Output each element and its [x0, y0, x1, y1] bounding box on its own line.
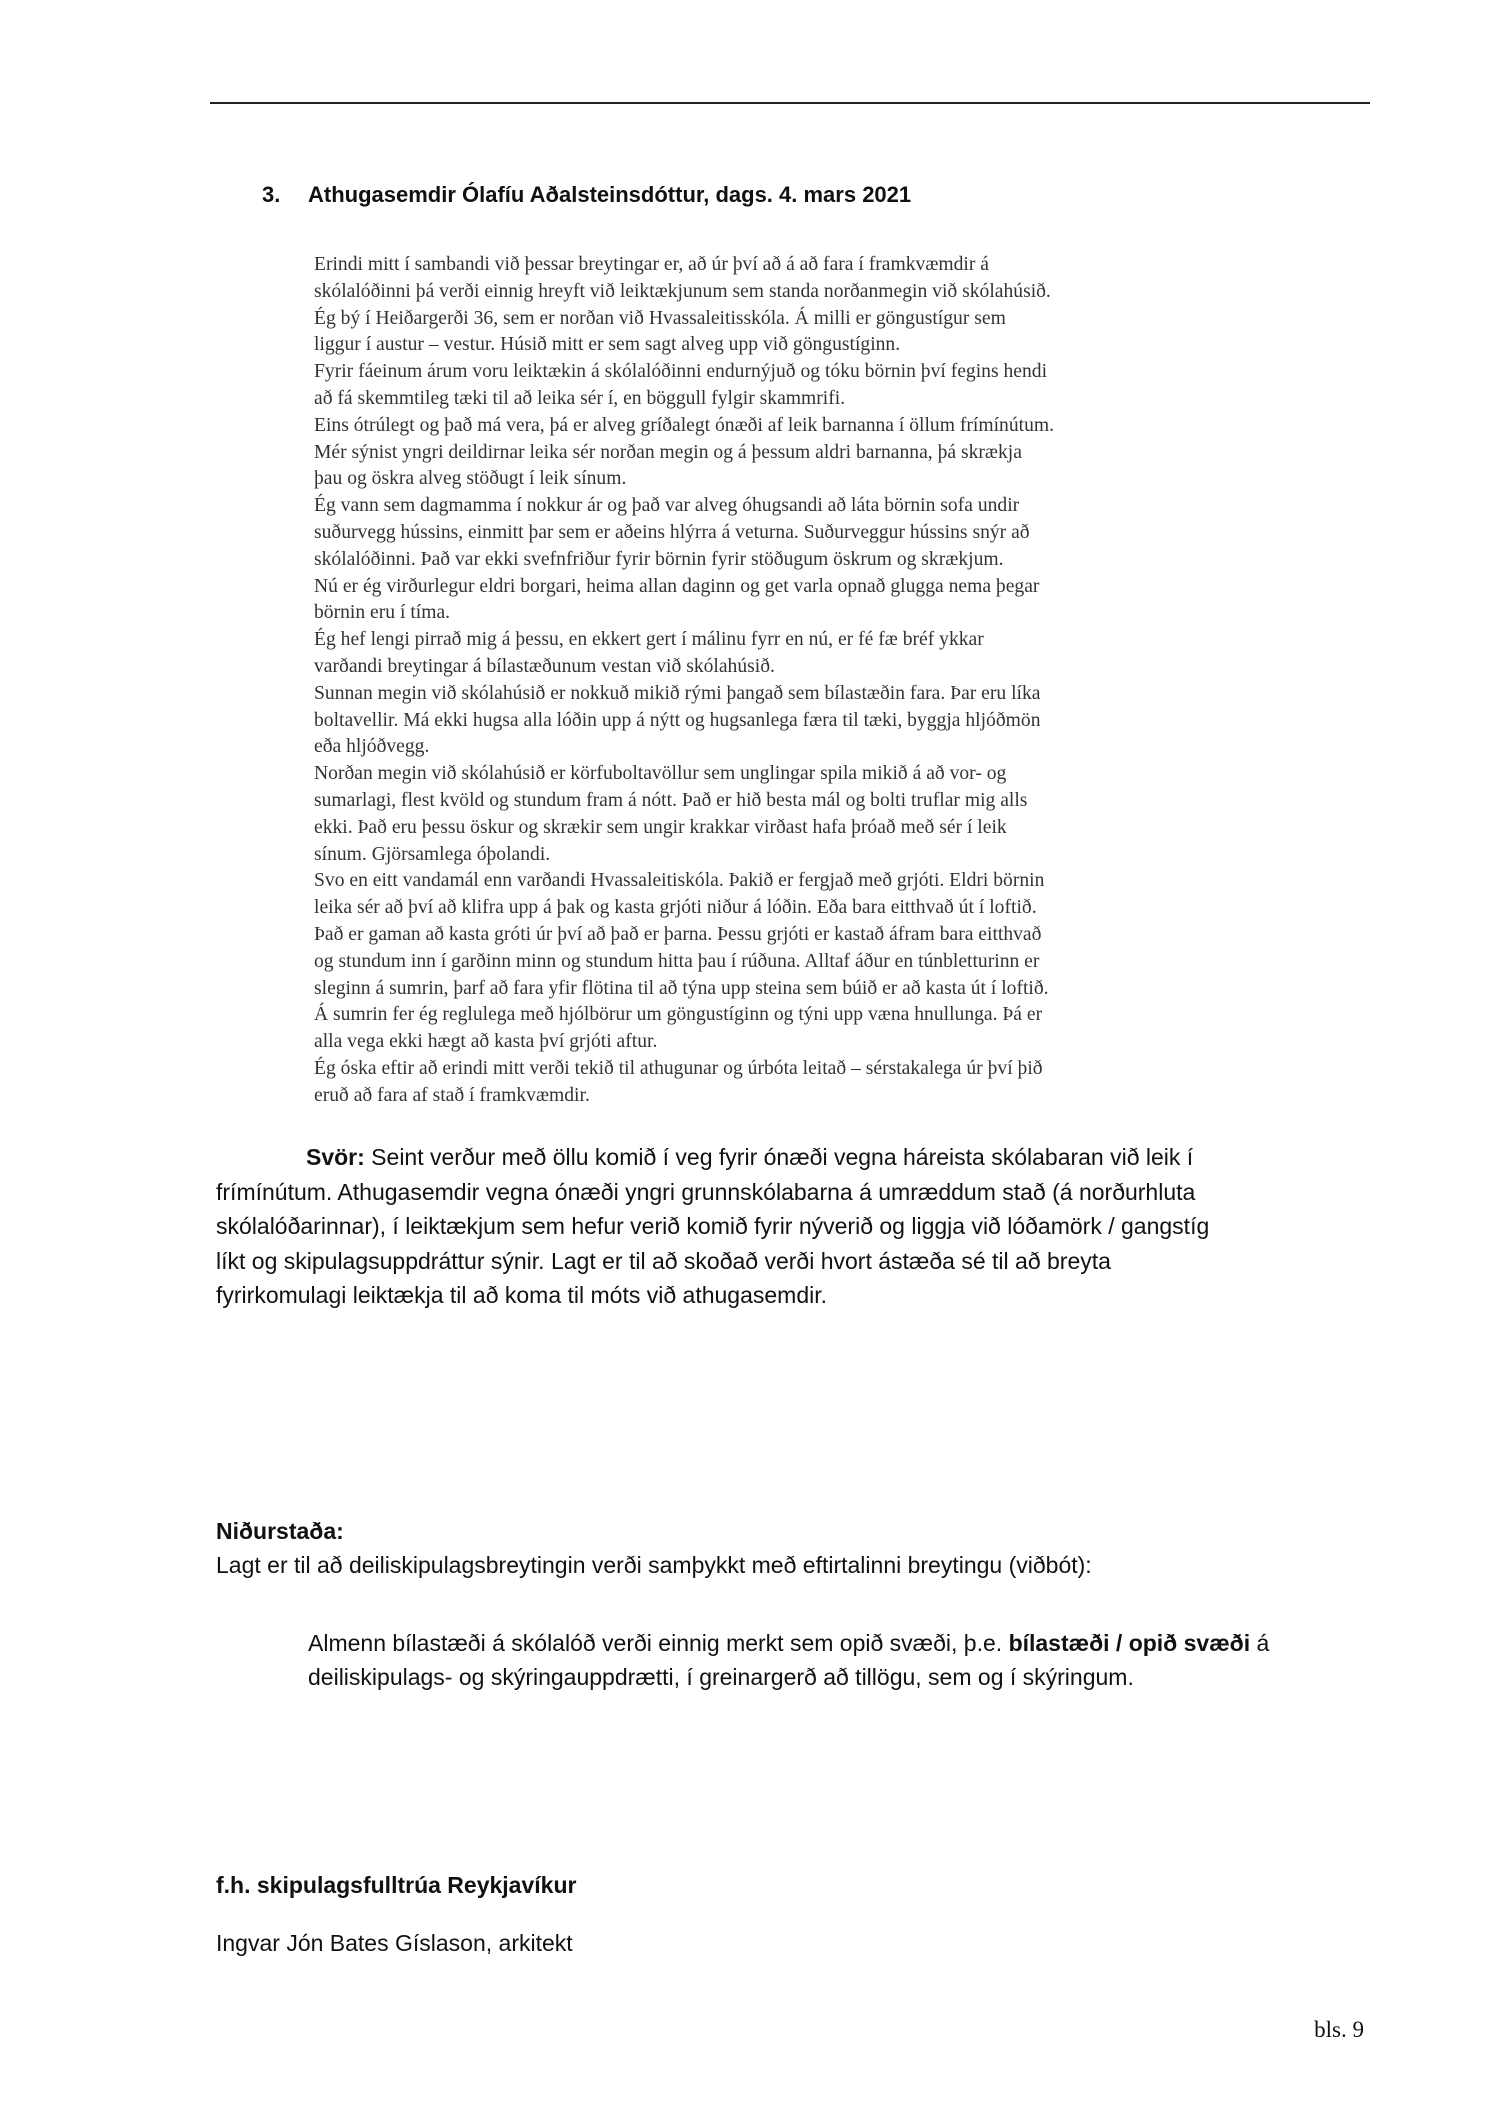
letter-line: og stundum inn í garðinn minn og stundum hitta þau í rúðuna. Alltaf áður en túnbletturinn er: [314, 950, 1040, 972]
answer-line: frímínútum. Athugasemdir vegna ónæði yngri grunnskólabarna á umræddum stað (á norðurhluta: [216, 1178, 1196, 1205]
answer-line: skólalóðarinnar), í leiktækjum sem hefur verið komið fyrir nýverið og liggja við lóðamörk / gangstíg: [216, 1213, 1210, 1239]
letter-line: Ég vann sem dagmamma í nokkur ár og það var alveg óhugsandi að láta börnin sofa undir: [314, 495, 1020, 517]
letter-line: eruð að fara af stað í framkvæmdir.: [314, 1084, 590, 1106]
section-number: 3.: [262, 182, 281, 207]
letter-line: Á sumrin fer ég reglulega með hjólbörur um göngustíginn og týni upp væna hnullunga. Þá er: [314, 1004, 1043, 1026]
letter-line: Það er gaman að kasta gróti úr því að það er þarna. Þessu grjóti er kastað áfram bara eitthvað: [314, 923, 1042, 945]
answer-text: Seint verður með öllu komið í veg fyrir ónæði vegna háreista skólabaran við leik í: [364, 1144, 1194, 1170]
letter-line: Nú er ég virðurlegur eldri borgari, heima allan daginn og get varla opnað glugga nema þegar: [314, 575, 1040, 597]
scanned-letter: [314, 252, 1174, 1110]
letter-line: Ég bý í Heiðargerði 36, sem er norðan við Hvassaleitisskóla. Á milli er göngustígur sem: [314, 307, 1006, 329]
letter-line: varðandi breytingar á bílastæðunum vestan við skólahúsið.: [314, 655, 775, 677]
letter-line: börnin eru í tíma.: [314, 602, 451, 624]
answer-line: [216, 1140, 1336, 1175]
letter-line: eða hljóðvegg.: [314, 736, 430, 758]
letter-line: suðurvegg hússins, einmitt þar sem er aðeins hlýrra á veturna. Suðurveggur hússins snýr að: [314, 521, 1030, 543]
conclusion: [216, 1514, 1092, 1582]
conclusion-heading: Niðurstaða:: [216, 1518, 344, 1544]
letter-line: Ég hef lengi pirrað mig á þessu, en ekkert gert í málinu fyrr en nú, er fé fæ bréf ykkar: [314, 629, 984, 651]
answer-label: Svör:: [306, 1144, 365, 1170]
letter-line: Erindi mitt í sambandi við þessar breytingar er, að úr því að á að fara í framkvæmdir á: [314, 254, 989, 275]
letter-line: liggur í austur – vestur. Húsið mitt er sem sagt alveg upp við göngustíginn.: [314, 334, 901, 356]
letter-line: skólalóðinni þá verði einnig hreyft við leiktækjunum sem standa norðanmegin við skólahúsið.: [314, 280, 1051, 302]
letter-line: þau og öskra alveg stöðugt í leik sínum.: [314, 468, 627, 490]
letter-line: Ég óska eftir að erindi mitt verði tekið til athugunar og úrbóta leitað – sérstakalega úr því þið: [314, 1057, 1043, 1079]
letter-line: leika sér að því að klifra upp á þak og kasta grjóti niður á lóðin. Eða bara eitthvað út í loftið.: [314, 897, 1037, 919]
header-rule: [210, 102, 1370, 104]
answer-paragraph: [216, 1140, 1336, 1313]
conclusion-intro: Lagt er til að deiliskipulagsbreytingin verði samþykkt með eftirtalinni breytingu (viðbót):: [216, 1552, 1092, 1578]
section-heading: [262, 182, 911, 208]
page-number: bls. 9: [1314, 2017, 1364, 2042]
answer-line: líkt og skipulagsuppdráttur sýnir. Lagt er til að skoðað verði hvort ástæða sé til að breyta: [216, 1247, 1111, 1274]
signature-name: Ingvar Jón Bates Gíslason, arkitekt: [216, 1930, 573, 1956]
letter-line: alla vega ekki hægt að kasta því grjóti aftur.: [314, 1031, 658, 1053]
letter-line: Svo en eitt vandamál enn varðandi Hvassaleitiskóla. Þakið er fergjað með grjóti. Eldri börnin: [314, 870, 1045, 892]
letter-line: skólalóðinni. Það var ekki svefnfriður fyrir börnin fyrir stöðugum öskrum og skrækjum.: [314, 548, 1004, 570]
amendment-text: Almenn bílastæði á skólalóð verði einnig merkt sem opið svæði, þ.e.: [308, 1630, 1009, 1656]
amendment-bold: bílastæði / opið svæði: [1008, 1630, 1251, 1656]
amendment-tail: á: [1250, 1630, 1270, 1656]
letter-line: Mér sýnist yngri deildirnar leika sér norðan megin og á þessum aldri barnanna, þá skrækja: [314, 441, 1022, 463]
answer-line: fyrirkomulagi leiktækja til að koma til móts við athugasemdir.: [216, 1282, 828, 1308]
signature-org: f.h. skipulagsfulltrúa Reykjavíkur: [216, 1872, 577, 1898]
section-title: Athugasemdir Ólafíu Aðalsteinsdóttur, dags. 4. mars 2021: [308, 182, 912, 207]
letter-line: sínum. Gjörsamlega óþolandi.: [314, 843, 551, 865]
letter-line: ekki. Það eru þessu öskur og skrækir sem ungir krakkar virðast hafa þróað með sér í leik: [314, 816, 1007, 838]
letter-line: Eins ótrúlegt og það má vera, þá er alveg gríðalegt ónæði af leik barnanna í öllum frímínútum.: [314, 414, 1054, 436]
letter-line: sumarlagi, flest kvöld og stundum fram á nótt. Það er hið besta mál og bolti truflar mig alls: [314, 789, 1028, 811]
conclusion-amendment: [308, 1626, 1388, 1694]
amendment-line: deiliskipulags- og skýringauppdrætti, í greinargerð að tillögu, sem og í skýringum.: [308, 1664, 1134, 1690]
letter-line: að fá skemmtileg tæki til að leika sér í, en böggull fylgir skammrifi.: [314, 387, 846, 409]
letter-line: Sunnan megin við skólahúsið er nokkuð mikið rými þangað sem bílastæðin fara. Þar eru líka: [314, 682, 1041, 704]
letter-line: Fyrir fáeinum árum voru leiktækin á skólalóðinni endurnýjuð og tóku börnin því fegins hendi: [314, 361, 1048, 383]
letter-line: Norðan megin við skólahúsið er körfuboltavöllur sem unglingar spila mikið á að vor- og: [314, 763, 1007, 785]
letter-line: boltavellir. Má ekki hugsa alla lóðin upp á nýtt og hugsanlega færa til tæki, byggja hljóðmön: [314, 709, 1041, 731]
amendment-line: [308, 1626, 1388, 1660]
letter-line: sleginn á sumrin, þarf að fara yfir flötina til að týna upp steina sem búið er að kasta út í loftið.: [314, 977, 1049, 999]
